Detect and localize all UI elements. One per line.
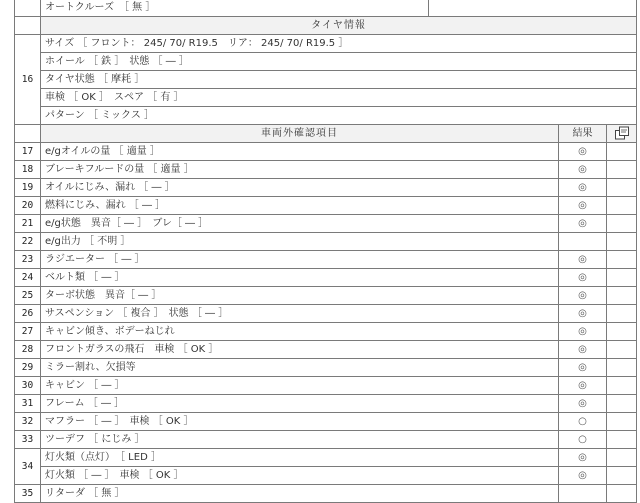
item-result xyxy=(559,485,607,503)
tire-row xyxy=(15,71,637,89)
item-label: サスペンション ［ 複合 ］ 状態 ［ ― ］ xyxy=(41,305,559,323)
item-number: 30 xyxy=(15,377,41,395)
item-result: ○ xyxy=(559,413,607,431)
item-blank-cell xyxy=(607,287,637,305)
item-result: ◎ xyxy=(559,449,607,467)
item-label: キャビン ［ ― ］ xyxy=(41,377,559,395)
copy-icon-cell[interactable] xyxy=(607,125,637,143)
tire-wheel-line: ホイール ［ 鉄 ］ 状態 ［ ― ］ xyxy=(41,53,637,71)
item-label: オイルにじみ、漏れ ［ ― ］ xyxy=(41,179,559,197)
tire-pattern-line: パターン ［ ミックス ］ xyxy=(41,107,637,125)
item-label: ミラー割れ、欠損等 xyxy=(41,359,559,377)
inspection-item-row xyxy=(15,215,637,233)
item-result: ◎ xyxy=(559,323,607,341)
item-number: 35 xyxy=(15,485,41,503)
item-blank-cell xyxy=(607,305,637,323)
tire-row xyxy=(15,35,637,53)
item-blank-cell xyxy=(607,395,637,413)
item-result: ○ xyxy=(559,431,607,449)
item-label: フレーム ［ ― ］ xyxy=(41,395,559,413)
item-blank-cell xyxy=(607,413,637,431)
inspection-item-row xyxy=(15,179,637,197)
result-column-header: 結果 xyxy=(559,125,607,143)
item-blank-cell xyxy=(607,359,637,377)
inspection-item-row xyxy=(15,305,637,323)
item-number: 28 xyxy=(15,341,41,359)
item-label: ターボ状態 異音［ ― ］ xyxy=(41,287,559,305)
tire-size-line: サイズ ［ フロント： 245/ 70/ R19.5 リア： 245/ 70/ R19.5 ］ xyxy=(41,35,637,53)
item-result: ◎ xyxy=(559,161,607,179)
inspection-item-row xyxy=(15,197,637,215)
inspection-item-row xyxy=(15,341,637,359)
tire-row-number: 16 xyxy=(15,35,41,125)
tire-header-blank xyxy=(15,17,41,35)
inspection-item-row xyxy=(15,431,637,449)
item-label: ベルト類 ［ ― ］ xyxy=(41,269,559,287)
item-result: ◎ xyxy=(559,395,607,413)
item-result: ◎ xyxy=(559,215,607,233)
inspection-item-row xyxy=(15,287,637,305)
inspection-item-row xyxy=(15,251,637,269)
item-result xyxy=(559,233,607,251)
item-blank-cell xyxy=(607,251,637,269)
item-blank-cell xyxy=(607,197,637,215)
item-label: e/gオイルの量 ［ 適量 ］ xyxy=(41,143,559,161)
copy-icon[interactable] xyxy=(614,126,630,140)
inspection-table xyxy=(14,0,637,503)
item-result: ◎ xyxy=(559,377,607,395)
item-result: ◎ xyxy=(559,467,607,485)
tire-row xyxy=(15,107,637,125)
inspection-item-row xyxy=(15,449,637,467)
inspection-item-row xyxy=(15,467,637,485)
item-label: ブレーキフルードの量 ［ 適量 ］ xyxy=(41,161,559,179)
item-number: 32 xyxy=(15,413,41,431)
item-result: ◎ xyxy=(559,341,607,359)
item-label: e/g状態 異音［ ― ］ ブレ［ ― ］ xyxy=(41,215,559,233)
top-row-blank xyxy=(429,0,637,17)
item-result: ◎ xyxy=(559,197,607,215)
item-number: 21 xyxy=(15,215,41,233)
item-label: フロントガラスの飛石 車検 ［ OK ］ xyxy=(41,341,559,359)
item-result: ◎ xyxy=(559,359,607,377)
item-result: ◎ xyxy=(559,251,607,269)
item-number: 27 xyxy=(15,323,41,341)
item-number: 34 xyxy=(15,449,41,485)
item-result: ◎ xyxy=(559,269,607,287)
tire-inspection-line: 車検 ［ OK ］ スペア ［ 有 ］ xyxy=(41,89,637,107)
item-label: 燃料にじみ、漏れ ［ ― ］ xyxy=(41,197,559,215)
item-label: リターダ ［ 無 ］ xyxy=(41,485,559,503)
item-number: 23 xyxy=(15,251,41,269)
inspection-item-row xyxy=(15,161,637,179)
item-number: 29 xyxy=(15,359,41,377)
item-blank-cell xyxy=(607,431,637,449)
top-row-number xyxy=(15,0,41,17)
item-label: 灯火類 ［ ― ］ 車検 ［ OK ］ xyxy=(41,467,559,485)
item-number: 31 xyxy=(15,395,41,413)
item-result: ◎ xyxy=(559,305,607,323)
item-label: e/g出力 ［ 不明 ］ xyxy=(41,233,559,251)
item-label: ツーデフ ［ にじみ ］ xyxy=(41,431,559,449)
item-number: 33 xyxy=(15,431,41,449)
top-row-label: オートクルーズ ［ 無 ］ xyxy=(41,0,429,17)
inspection-item-row xyxy=(15,413,637,431)
tire-condition-line: タイヤ状態 ［ 摩耗 ］ xyxy=(41,71,637,89)
item-blank-cell xyxy=(607,269,637,287)
item-blank-cell xyxy=(607,449,637,467)
item-number: 25 xyxy=(15,287,41,305)
item-label: 灯火類（点灯） ［ LED ］ xyxy=(41,449,559,467)
item-blank-cell xyxy=(607,143,637,161)
exterior-section-header xyxy=(15,125,637,143)
item-blank-cell xyxy=(607,377,637,395)
item-result: ◎ xyxy=(559,143,607,161)
item-label: キャビン傾き、ボデーねじれ xyxy=(41,323,559,341)
inspection-item-row xyxy=(15,485,637,503)
inspection-item-row xyxy=(15,377,637,395)
tire-row xyxy=(15,89,637,107)
exterior-section-title: 車両外確認項目 xyxy=(41,125,559,143)
exterior-header-blank xyxy=(15,125,41,143)
item-number: 19 xyxy=(15,179,41,197)
tire-section-title: タイヤ情報 xyxy=(41,17,637,35)
inspection-item-row xyxy=(15,269,637,287)
item-label: マフラー ［ ― ］ 車検 ［ OK ］ xyxy=(41,413,559,431)
item-label: ラジエーター ［ ― ］ xyxy=(41,251,559,269)
item-blank-cell xyxy=(607,179,637,197)
inspection-item-row xyxy=(15,359,637,377)
item-blank-cell xyxy=(607,215,637,233)
inspection-item-row xyxy=(15,323,637,341)
item-number: 18 xyxy=(15,161,41,179)
item-blank-cell xyxy=(607,341,637,359)
item-blank-cell xyxy=(607,485,637,503)
tire-row xyxy=(15,53,637,71)
item-number: 17 xyxy=(15,143,41,161)
item-blank-cell xyxy=(607,233,637,251)
inspection-item-row xyxy=(15,395,637,413)
item-number: 20 xyxy=(15,197,41,215)
item-number: 26 xyxy=(15,305,41,323)
item-blank-cell xyxy=(607,467,637,485)
tire-section-header xyxy=(15,17,637,35)
item-blank-cell xyxy=(607,161,637,179)
inspection-item-row xyxy=(15,143,637,161)
item-number: 24 xyxy=(15,269,41,287)
inspection-item-row xyxy=(15,233,637,251)
top-row xyxy=(15,0,637,17)
item-result: ◎ xyxy=(559,287,607,305)
item-result: ◎ xyxy=(559,179,607,197)
item-number: 22 xyxy=(15,233,41,251)
item-blank-cell xyxy=(607,323,637,341)
